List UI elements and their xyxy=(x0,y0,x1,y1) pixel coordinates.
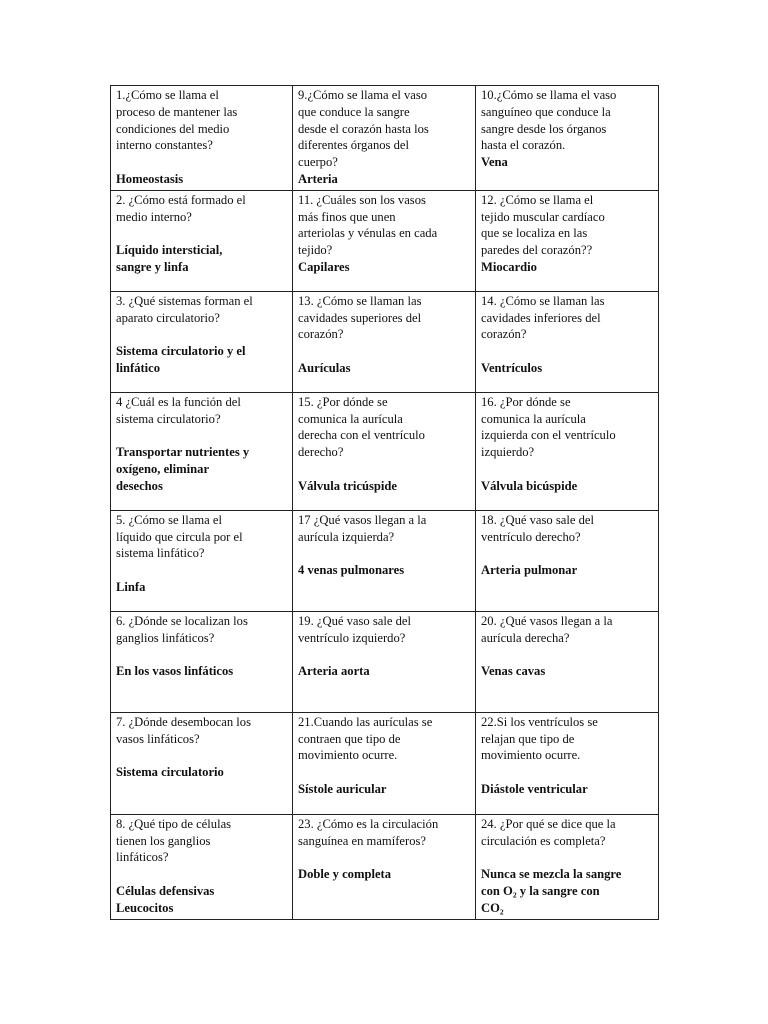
table-row xyxy=(111,611,659,712)
question-cell xyxy=(476,510,659,611)
question-text: 11. ¿Cuáles son los vasos más finos que unen arteriolas y vénulas en cada tejido? xyxy=(298,192,438,258)
question-cell xyxy=(111,86,293,191)
answer-text: Diástole ventricular xyxy=(481,781,588,796)
question-text: 4 ¿Cuál es la función del sistema circulatorio? xyxy=(116,394,241,426)
answer-text: Líquido intersticial, sangre y linfa xyxy=(116,243,223,274)
question-cell xyxy=(293,392,476,510)
question-cell xyxy=(476,712,659,814)
question-text: 19. ¿Qué vaso sale del ventrículo izquierdo? xyxy=(298,613,411,645)
question-text: 14. ¿Cómo se llaman las cavidades inferiores del corazón? xyxy=(481,293,605,342)
table-row xyxy=(111,86,659,191)
answer-text: Venas cavas xyxy=(481,664,546,679)
answer-text: Válvula bicúspide xyxy=(481,478,578,493)
answer-text: Doble y completa xyxy=(298,867,392,882)
question-cell xyxy=(293,814,476,919)
answer-text: Nunca se mezcla la sangre con O₂ y la sangre con CO₂ xyxy=(481,867,622,915)
answer-text: Arteria xyxy=(298,171,338,186)
question-text: 8. ¿Qué tipo de células tienen los ganglios linfáticos? xyxy=(116,816,232,865)
answer-text: Capilares xyxy=(298,259,350,274)
question-cell xyxy=(476,86,659,191)
answer-text: Células defensivas Leucocitos xyxy=(116,883,215,915)
table-row xyxy=(111,392,659,510)
question-cell xyxy=(476,814,659,919)
question-text: 9.¿Cómo se llama el vaso que conduce la sangre desde el corazón hasta los diferentes órganos del cuerpo? xyxy=(298,88,429,170)
question-text: 1.¿Cómo se llama el proceso de mantener las condiciones del medio interno constantes? xyxy=(116,88,238,153)
table-row xyxy=(111,510,659,611)
question-text: 21.Cuando las aurículas se contraen que tipo de movimiento ocurre. xyxy=(298,714,433,763)
answer-text: Transportar nutrientes y oxígeno, eliminar desechos xyxy=(116,445,250,493)
questions-table xyxy=(110,85,659,920)
question-text: 3. ¿Qué sistemas forman el aparato circulatorio? xyxy=(116,293,253,325)
question-cell xyxy=(293,510,476,611)
question-text: 18. ¿Qué vaso sale del ventrículo derecho? xyxy=(481,512,594,544)
answer-text: Homeostasis xyxy=(116,171,184,186)
question-cell xyxy=(476,291,659,392)
question-cell xyxy=(111,190,293,291)
answer-text: Ventrículos xyxy=(481,360,543,375)
question-cell xyxy=(111,814,293,919)
question-text: 24. ¿Por qué se dice que la circulación es completa? xyxy=(481,816,616,848)
question-text: 2. ¿Cómo está formado el medio interno? xyxy=(116,192,246,224)
question-cell xyxy=(293,611,476,712)
table-row xyxy=(111,190,659,291)
question-cell xyxy=(293,291,476,392)
question-cell xyxy=(111,392,293,510)
answer-text: Arteria aorta xyxy=(298,664,370,679)
question-text: 15. ¿Por dónde se comunica la aurícula derecha con el ventrículo derecho? xyxy=(298,394,425,460)
questions-table-body xyxy=(111,86,659,920)
answer-text: 4 venas pulmonares xyxy=(298,563,405,578)
question-text: 20. ¿Qué vasos llegan a la aurícula derecha? xyxy=(481,613,613,645)
question-cell xyxy=(111,712,293,814)
question-text: 6. ¿Dónde se localizan los ganglios linfáticos? xyxy=(116,613,248,645)
table-row xyxy=(111,814,659,919)
question-text: 13. ¿Cómo se llaman las cavidades superiores del corazón? xyxy=(298,293,422,342)
answer-text: Arteria pulmonar xyxy=(481,563,578,578)
question-cell xyxy=(293,86,476,191)
question-text: 16. ¿Por dónde se comunica la aurícula izquierda con el ventrículo izquierdo? xyxy=(481,394,616,460)
question-text: 12. ¿Cómo se llama el tejido muscular cardíaco que se localiza en las paredes del corazón?? xyxy=(481,192,605,258)
answer-text: En los vasos linfáticos xyxy=(116,664,234,679)
answer-text: Sístole auricular xyxy=(298,781,387,796)
answer-text: Linfa xyxy=(116,579,146,594)
question-text: 5. ¿Cómo se llama el líquido que circula por el sistema linfático? xyxy=(116,512,243,561)
question-text: 22.Si los ventrículos se relajan que tipo de movimiento ocurre. xyxy=(481,714,598,763)
question-cell xyxy=(293,190,476,291)
question-text: 7. ¿Dónde desembocan los vasos linfáticos? xyxy=(116,714,251,746)
question-cell xyxy=(111,510,293,611)
answer-text: Sistema circulatorio xyxy=(116,765,224,780)
question-text: 17 ¿Qué vasos llegan a la aurícula izquierda? xyxy=(298,512,427,544)
question-cell xyxy=(476,611,659,712)
answer-text: Vena xyxy=(481,155,508,170)
question-text: 23. ¿Cómo es la circulación sanguínea en mamíferos? xyxy=(298,816,439,848)
answer-text: Miocardio xyxy=(481,259,537,274)
question-cell xyxy=(476,392,659,510)
answer-text: Aurículas xyxy=(298,360,351,375)
table-row xyxy=(111,712,659,814)
question-cell xyxy=(293,712,476,814)
answer-text: Sistema circulatorio y el linfático xyxy=(116,344,246,375)
table-row xyxy=(111,291,659,392)
question-cell xyxy=(111,611,293,712)
question-cell xyxy=(476,190,659,291)
question-text: 10.¿Cómo se llama el vaso sanguíneo que conduce la sangre desde los órganos hasta el corazón. xyxy=(481,88,617,153)
answer-text: Válvula tricúspide xyxy=(298,478,398,493)
question-cell xyxy=(111,291,293,392)
